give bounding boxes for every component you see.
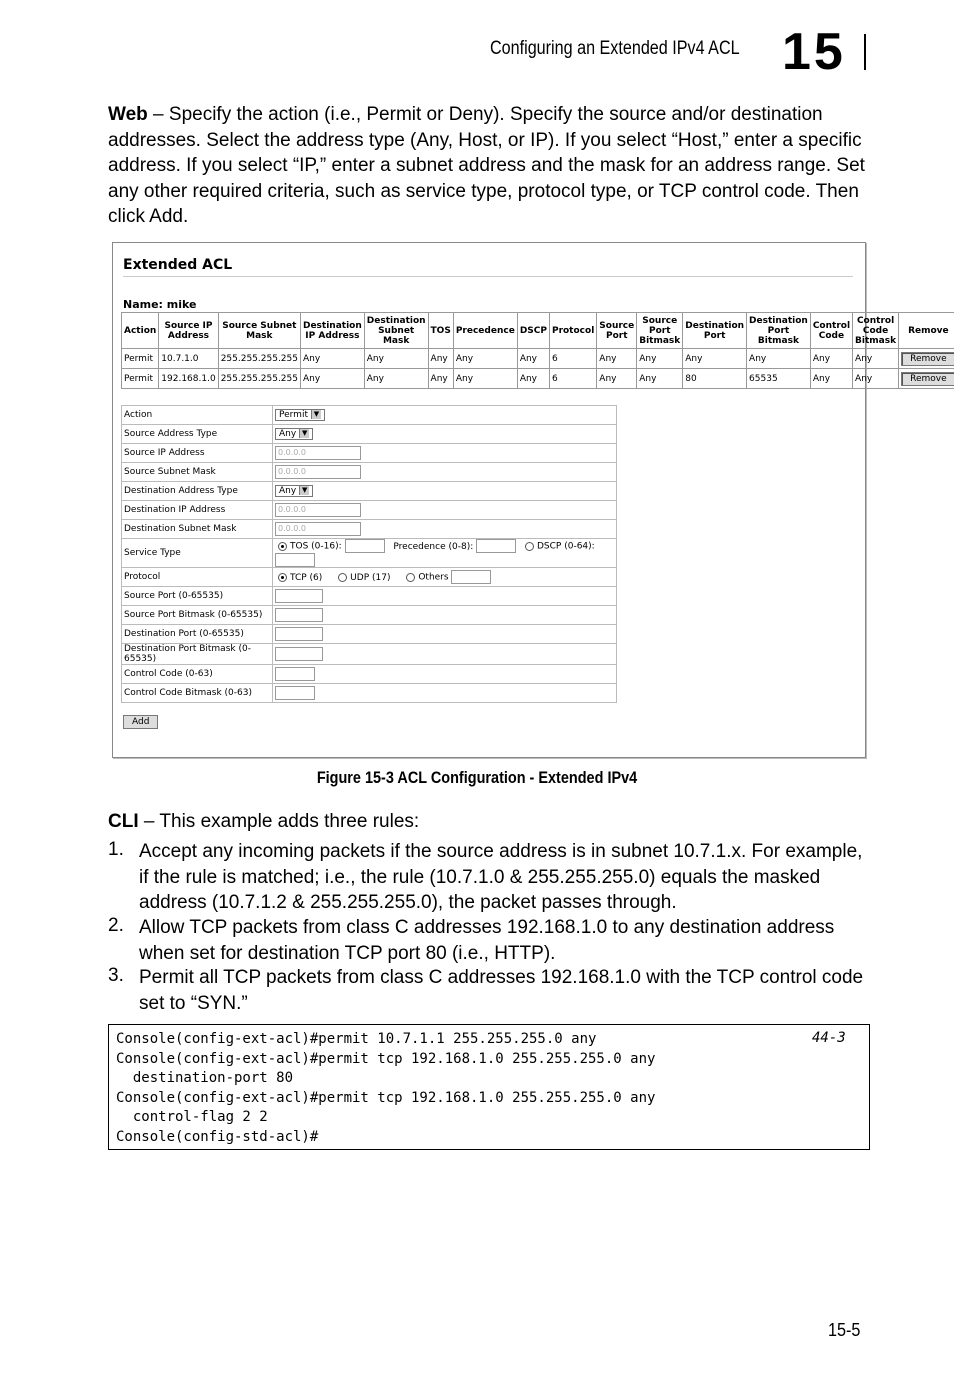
running-header: Configuring an Extended IPv4 ACL bbox=[490, 38, 740, 59]
table-cell: 6 bbox=[549, 369, 596, 389]
table-row bbox=[122, 349, 954, 369]
others-label: Others bbox=[418, 572, 449, 583]
src-ip-label: Source IP Address bbox=[122, 444, 273, 463]
dropdown-arrow-icon: ▼ bbox=[299, 486, 309, 495]
ctrl-mask-input[interactable] bbox=[275, 686, 315, 700]
column-header: Source Subnet Mask bbox=[218, 313, 300, 349]
acl-name-label: Name: mike bbox=[123, 298, 197, 311]
column-header: Destination Subnet Mask bbox=[364, 313, 428, 349]
list-item: Permit all TCP packets from class C addresses 192.168.1.0 with the TCP control code set to “SYN.” bbox=[139, 967, 864, 1014]
ctrl-code-input[interactable] bbox=[275, 667, 315, 681]
udp-label: UDP (17) bbox=[350, 572, 391, 583]
dscp-label: DSCP (0-64): bbox=[537, 541, 595, 552]
table-cell: Any bbox=[637, 349, 683, 369]
table-cell: Any bbox=[810, 349, 852, 369]
remove-button[interactable]: Remove bbox=[901, 372, 954, 386]
dst-type-select[interactable]: Any ▼ bbox=[275, 485, 313, 497]
list-number: 1. bbox=[108, 839, 124, 860]
code-line: Console(config-std-acl)# bbox=[116, 1128, 319, 1145]
code-line: Console(config-ext-acl)#permit 10.7.1.1 255.255.255.0 any bbox=[116, 1031, 597, 1047]
dst-type-label: Destination Address Type bbox=[122, 482, 273, 501]
cli-text: – This example adds three rules: bbox=[138, 811, 420, 832]
list-number: 3. bbox=[108, 965, 124, 986]
column-header: Control Code bbox=[810, 313, 852, 349]
src-port-mask-input[interactable] bbox=[275, 608, 323, 622]
tos-label: TOS (0-16): bbox=[290, 541, 342, 552]
list-item: Accept any incoming packets if the source address is in subnet 10.7.1.x. For example, if the rule is matched; i.e., the rule (10.7.1.0 & 255.255.255.0) equals the masked address (10.7.1.2 & 255.255.255.0), the packet passes through. bbox=[139, 841, 863, 913]
code-line: Console(config-ext-acl)#permit tcp 192.168.1.0 255.255.255.0 any bbox=[116, 1050, 656, 1067]
dst-mask-input[interactable]: 0.0.0.0 bbox=[275, 522, 361, 536]
table-cell: 255.255.255.255 bbox=[218, 369, 300, 389]
add-button[interactable]: Add bbox=[123, 715, 158, 729]
cli-bold: CLI bbox=[108, 811, 139, 832]
ctrl-code-label: Control Code (0-63) bbox=[122, 665, 273, 684]
column-header: Source Port bbox=[597, 313, 637, 349]
column-header: Protocol bbox=[549, 313, 596, 349]
table-cell: Any bbox=[517, 349, 549, 369]
dst-mask-label: Destination Subnet Mask bbox=[122, 520, 273, 539]
page-number: 15-5 bbox=[828, 1320, 861, 1340]
table-cell: Any bbox=[683, 349, 747, 369]
src-mask-input[interactable]: 0.0.0.0 bbox=[275, 465, 361, 479]
command-reference: 44-3 bbox=[812, 1030, 846, 1046]
tos-radio[interactable] bbox=[278, 542, 287, 551]
remove-button[interactable]: Remove bbox=[901, 352, 954, 366]
table-cell: Any bbox=[428, 369, 453, 389]
table-cell: 65535 bbox=[747, 369, 811, 389]
intro-text: – Specify the action (i.e., Permit or Deny). Specify the source and/or destination addresses. Select the address type (Any, Host, or IP). If you select “Host,” enter a specific address. If you select “IP,” enter a subnet address and the mask for an address range. Set any other required criteria, such as service type, protocol type, or TCP control code. Then click Add. bbox=[108, 104, 865, 227]
column-header: Destination IP Address bbox=[300, 313, 364, 349]
table-cell: Any bbox=[637, 369, 683, 389]
list-item: Allow TCP packets from class C addresses 192.168.1.0 to any destination address when set for destination TCP port 80 (i.e., HTTP). bbox=[139, 917, 835, 964]
src-type-select[interactable]: Any ▼ bbox=[275, 428, 313, 440]
dscp-radio[interactable] bbox=[525, 542, 534, 551]
code-line: Console(config-ext-acl)#permit tcp 192.168.1.0 255.255.255.0 any bbox=[116, 1089, 656, 1106]
src-port-mask-label: Source Port Bitmask (0-65535) bbox=[122, 606, 273, 625]
column-header: DSCP bbox=[517, 313, 549, 349]
column-header: Precedence bbox=[453, 313, 517, 349]
chapter-number: 15 bbox=[782, 23, 846, 81]
dst-port-mask-input[interactable] bbox=[275, 647, 323, 661]
dst-port-label: Destination Port (0-65535) bbox=[122, 625, 273, 644]
tcp-radio[interactable] bbox=[278, 573, 287, 582]
table-cell: Any bbox=[428, 349, 453, 369]
others-radio[interactable] bbox=[406, 573, 415, 582]
table-cell: Any bbox=[597, 369, 637, 389]
table-cell: Any bbox=[453, 369, 517, 389]
others-input[interactable] bbox=[451, 570, 491, 584]
action-label: Action bbox=[122, 406, 273, 425]
dst-port-mask-label: Destination Port Bitmask (0-65535) bbox=[122, 644, 273, 665]
table-cell: Any bbox=[300, 349, 364, 369]
table-cell: Any bbox=[597, 349, 637, 369]
table-cell: Any bbox=[810, 369, 852, 389]
src-ip-input[interactable]: 0.0.0.0 bbox=[275, 446, 361, 460]
src-port-label: Source Port (0-65535) bbox=[122, 587, 273, 606]
table-cell: 6 bbox=[549, 349, 596, 369]
table-cell: Any bbox=[853, 369, 899, 389]
protocol-label: Protocol bbox=[122, 568, 273, 587]
table-cell: 255.255.255.255 bbox=[218, 349, 300, 369]
figure-caption: Figure 15-3 ACL Configuration - Extended IPv4 bbox=[316, 768, 638, 787]
ctrl-mask-label: Control Code Bitmask (0-63) bbox=[122, 684, 273, 703]
table-cell: 10.7.1.0 bbox=[159, 349, 218, 369]
column-header: TOS bbox=[428, 313, 453, 349]
table-cell: Any bbox=[517, 369, 549, 389]
dst-ip-label: Destination IP Address bbox=[122, 501, 273, 520]
src-type-label: Source Address Type bbox=[122, 425, 273, 444]
table-cell: Any bbox=[853, 349, 899, 369]
column-header: Control Code Bitmask bbox=[853, 313, 899, 349]
dscp-input[interactable] bbox=[275, 553, 315, 567]
column-header: Destination Port bbox=[683, 313, 747, 349]
table-cell: 192.168.1.0 bbox=[159, 369, 218, 389]
remove-cell bbox=[899, 349, 954, 369]
src-mask-label: Source Subnet Mask bbox=[122, 463, 273, 482]
chapter-divider bbox=[864, 34, 866, 70]
column-header: Source IP Address bbox=[159, 313, 218, 349]
table-cell: Any bbox=[747, 349, 811, 369]
tos-input[interactable] bbox=[345, 539, 385, 553]
table-cell: Any bbox=[364, 349, 428, 369]
list-number: 2. bbox=[108, 915, 124, 936]
screenshot-title: Extended ACL bbox=[123, 257, 233, 273]
precedence-label: Precedence (0-8): bbox=[393, 541, 474, 552]
table-cell: Any bbox=[300, 369, 364, 389]
dropdown-arrow-icon: ▼ bbox=[311, 410, 321, 419]
column-header: Action bbox=[122, 313, 159, 349]
extended-acl-screenshot bbox=[112, 242, 949, 758]
action-select[interactable]: Permit ▼ bbox=[275, 409, 325, 421]
code-block bbox=[108, 1024, 870, 1150]
precedence-input[interactable] bbox=[476, 539, 516, 553]
column-header: Remove bbox=[899, 313, 954, 349]
service-type-label: Service Type bbox=[122, 539, 273, 568]
tcp-label: TCP (6) bbox=[290, 572, 323, 583]
udp-radio[interactable] bbox=[338, 573, 347, 582]
column-header: Destination Port Bitmask bbox=[747, 313, 811, 349]
dst-ip-input[interactable]: 0.0.0.0 bbox=[275, 503, 361, 517]
cli-paragraph bbox=[108, 809, 868, 835]
remove-cell bbox=[899, 369, 954, 389]
column-header: Source Port Bitmask bbox=[637, 313, 683, 349]
src-port-input[interactable] bbox=[275, 589, 323, 603]
acl-rule-form bbox=[121, 405, 617, 703]
title-divider bbox=[123, 276, 853, 277]
dropdown-arrow-icon: ▼ bbox=[299, 429, 309, 438]
table-cell: Permit bbox=[122, 349, 159, 369]
dst-port-input[interactable] bbox=[275, 627, 323, 641]
intro-paragraph bbox=[108, 102, 868, 230]
code-line: control-flag 2 2 bbox=[116, 1109, 268, 1125]
table-cell: Any bbox=[364, 369, 428, 389]
table-row bbox=[122, 369, 954, 389]
acl-rules-table bbox=[121, 312, 954, 389]
table-cell: Permit bbox=[122, 369, 159, 389]
intro-bold: Web bbox=[108, 104, 148, 125]
table-cell: Any bbox=[453, 349, 517, 369]
code-line: destination-port 80 bbox=[116, 1070, 294, 1086]
table-cell: 80 bbox=[683, 369, 747, 389]
